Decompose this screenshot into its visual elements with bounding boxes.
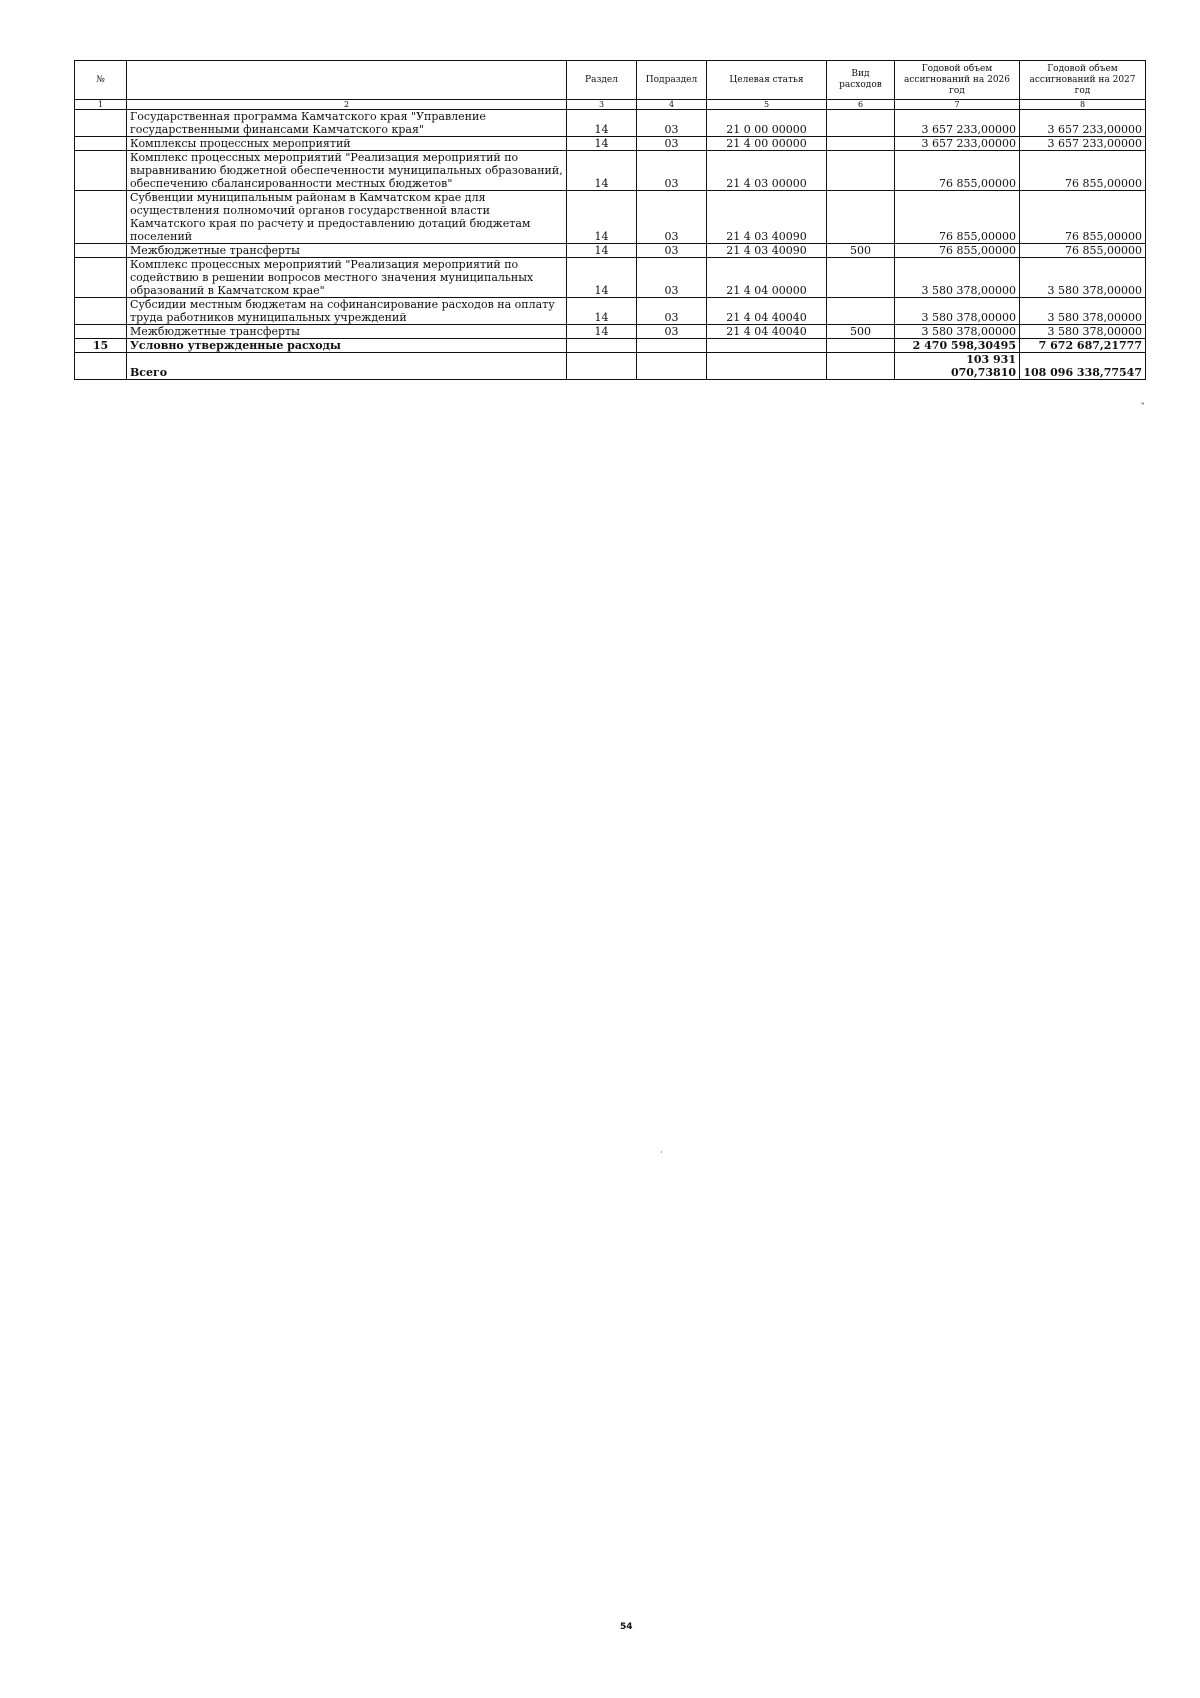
table-row [75, 191, 1146, 244]
row-2027: 3 657 233,00000 [1020, 137, 1146, 151]
row-kind [827, 258, 895, 298]
table-header-row [75, 61, 1146, 100]
row-subsection [637, 339, 707, 353]
row-no [75, 298, 127, 325]
row-2026: 103 931 070,73810 [895, 353, 1020, 380]
row-section: 14 [567, 244, 637, 258]
row-target: 21 4 03 00000 [707, 151, 827, 191]
row-target [707, 339, 827, 353]
row-target [707, 353, 827, 380]
row-2027: 3 580 378,00000 [1020, 298, 1146, 325]
row-subsection: 03 [637, 191, 707, 244]
row-name: Субвенции муниципальным районам в Камчатском крае для осуществления полномочий органов государственной власти Камчатского края по расчету и предоставлению дотаций бюджетам поселений [127, 191, 567, 244]
row-subsection: 03 [637, 151, 707, 191]
table-row [75, 298, 1146, 325]
table-row [75, 244, 1146, 258]
row-section: 14 [567, 325, 637, 339]
row-subsection: 03 [637, 244, 707, 258]
row-2026: 76 855,00000 [895, 244, 1020, 258]
column-number: 1 [75, 100, 127, 110]
row-2027: 108 096 338,77547 [1020, 353, 1146, 380]
column-number: 8 [1020, 100, 1146, 110]
row-section: 14 [567, 151, 637, 191]
row-name: Условно утвержденные расходы [127, 339, 567, 353]
row-kind [827, 110, 895, 137]
row-subsection: 03 [637, 137, 707, 151]
row-no [75, 110, 127, 137]
row-no: 15 [75, 339, 127, 353]
row-kind [827, 151, 895, 191]
row-2026: 3 580 378,00000 [895, 258, 1020, 298]
row-2026: 3 580 378,00000 [895, 298, 1020, 325]
header-subsection: Подраздел [637, 61, 707, 100]
column-number-row [75, 100, 1146, 110]
header-2027: Годовой объем ассигнований на 2027 год [1020, 61, 1146, 100]
row-no [75, 191, 127, 244]
table-row [75, 137, 1146, 151]
row-no [75, 325, 127, 339]
row-subsection: 03 [637, 298, 707, 325]
row-subsection: 03 [637, 325, 707, 339]
row-2027: 3 657 233,00000 [1020, 110, 1146, 137]
table-total-row [75, 353, 1146, 380]
header-kind: Вид расходов [827, 61, 895, 100]
row-section: 14 [567, 191, 637, 244]
row-subsection: 03 [637, 110, 707, 137]
row-name: Комплекс процессных мероприятий "Реализация мероприятий по выравниванию бюджетной обеспеченности муниципальных образований, обеспечению сбалансированности местных бюджетов" [127, 151, 567, 191]
row-2026: 76 855,00000 [895, 191, 1020, 244]
table-row [75, 325, 1146, 339]
row-target: 21 4 00 00000 [707, 137, 827, 151]
row-no [75, 258, 127, 298]
row-section: 14 [567, 137, 637, 151]
row-name: Государственная программа Камчатского края "Управление государственными финансами Камчатского края" [127, 110, 567, 137]
row-2027: 3 580 378,00000 [1020, 258, 1146, 298]
row-section [567, 339, 637, 353]
table-row [75, 258, 1146, 298]
row-target: 21 0 00 00000 [707, 110, 827, 137]
row-kind [827, 339, 895, 353]
row-2027: 3 580 378,00000 [1020, 325, 1146, 339]
row-name: Межбюджетные трансферты [127, 325, 567, 339]
header-name [127, 61, 567, 100]
row-2026: 3 580 378,00000 [895, 325, 1020, 339]
row-2027: 7 672 687,21777 [1020, 339, 1146, 353]
row-2026: 3 657 233,00000 [895, 110, 1020, 137]
header-2026: Годовой объем ассигнований на 2026 год [895, 61, 1020, 100]
column-number: 6 [827, 100, 895, 110]
row-no [75, 244, 127, 258]
row-name: Межбюджетные трансферты [127, 244, 567, 258]
row-2026: 2 470 598,30495 [895, 339, 1020, 353]
table-row [75, 110, 1146, 137]
row-section: 14 [567, 110, 637, 137]
row-target: 21 4 04 40040 [707, 298, 827, 325]
row-subsection: 03 [637, 258, 707, 298]
page-number: 54 [620, 1622, 633, 1632]
row-kind [827, 298, 895, 325]
budget-table [74, 60, 1146, 380]
row-name: Комплексы процессных мероприятий [127, 137, 567, 151]
row-2027: 76 855,00000 [1020, 191, 1146, 244]
header-no: № [75, 61, 127, 100]
column-number: 2 [127, 100, 567, 110]
column-number: 3 [567, 100, 637, 110]
row-kind: 500 [827, 244, 895, 258]
row-no [75, 353, 127, 380]
row-section: 14 [567, 298, 637, 325]
row-target: 21 4 03 40090 [707, 191, 827, 244]
row-name: Субсидии местным бюджетам на софинансирование расходов на оплату труда работников муниципальных учреждений [127, 298, 567, 325]
row-name: Комплекс процессных мероприятий "Реализация мероприятий по содействию в решении вопросов местного значения муниципальных образований в Камчатском крае" [127, 258, 567, 298]
column-number: 5 [707, 100, 827, 110]
table-row [75, 339, 1146, 353]
row-section [567, 353, 637, 380]
header-target: Целевая статья [707, 61, 827, 100]
row-kind [827, 353, 895, 380]
row-kind [827, 137, 895, 151]
row-subsection [637, 353, 707, 380]
column-number: 4 [637, 100, 707, 110]
row-target: 21 4 04 00000 [707, 258, 827, 298]
column-number: 7 [895, 100, 1020, 110]
row-name: Всего [127, 353, 567, 380]
row-target: 21 4 03 40090 [707, 244, 827, 258]
row-no [75, 137, 127, 151]
row-2027: 76 855,00000 [1020, 244, 1146, 258]
stray-mark: · [660, 1148, 663, 1157]
row-target: 21 4 04 40040 [707, 325, 827, 339]
row-2026: 76 855,00000 [895, 151, 1020, 191]
row-section: 14 [567, 258, 637, 298]
header-section: Раздел [567, 61, 637, 100]
row-2027: 76 855,00000 [1020, 151, 1146, 191]
row-2026: 3 657 233,00000 [895, 137, 1020, 151]
row-no [75, 151, 127, 191]
closing-quote-mark: " [1141, 402, 1145, 410]
row-kind: 500 [827, 325, 895, 339]
table-row [75, 151, 1146, 191]
row-kind [827, 191, 895, 244]
